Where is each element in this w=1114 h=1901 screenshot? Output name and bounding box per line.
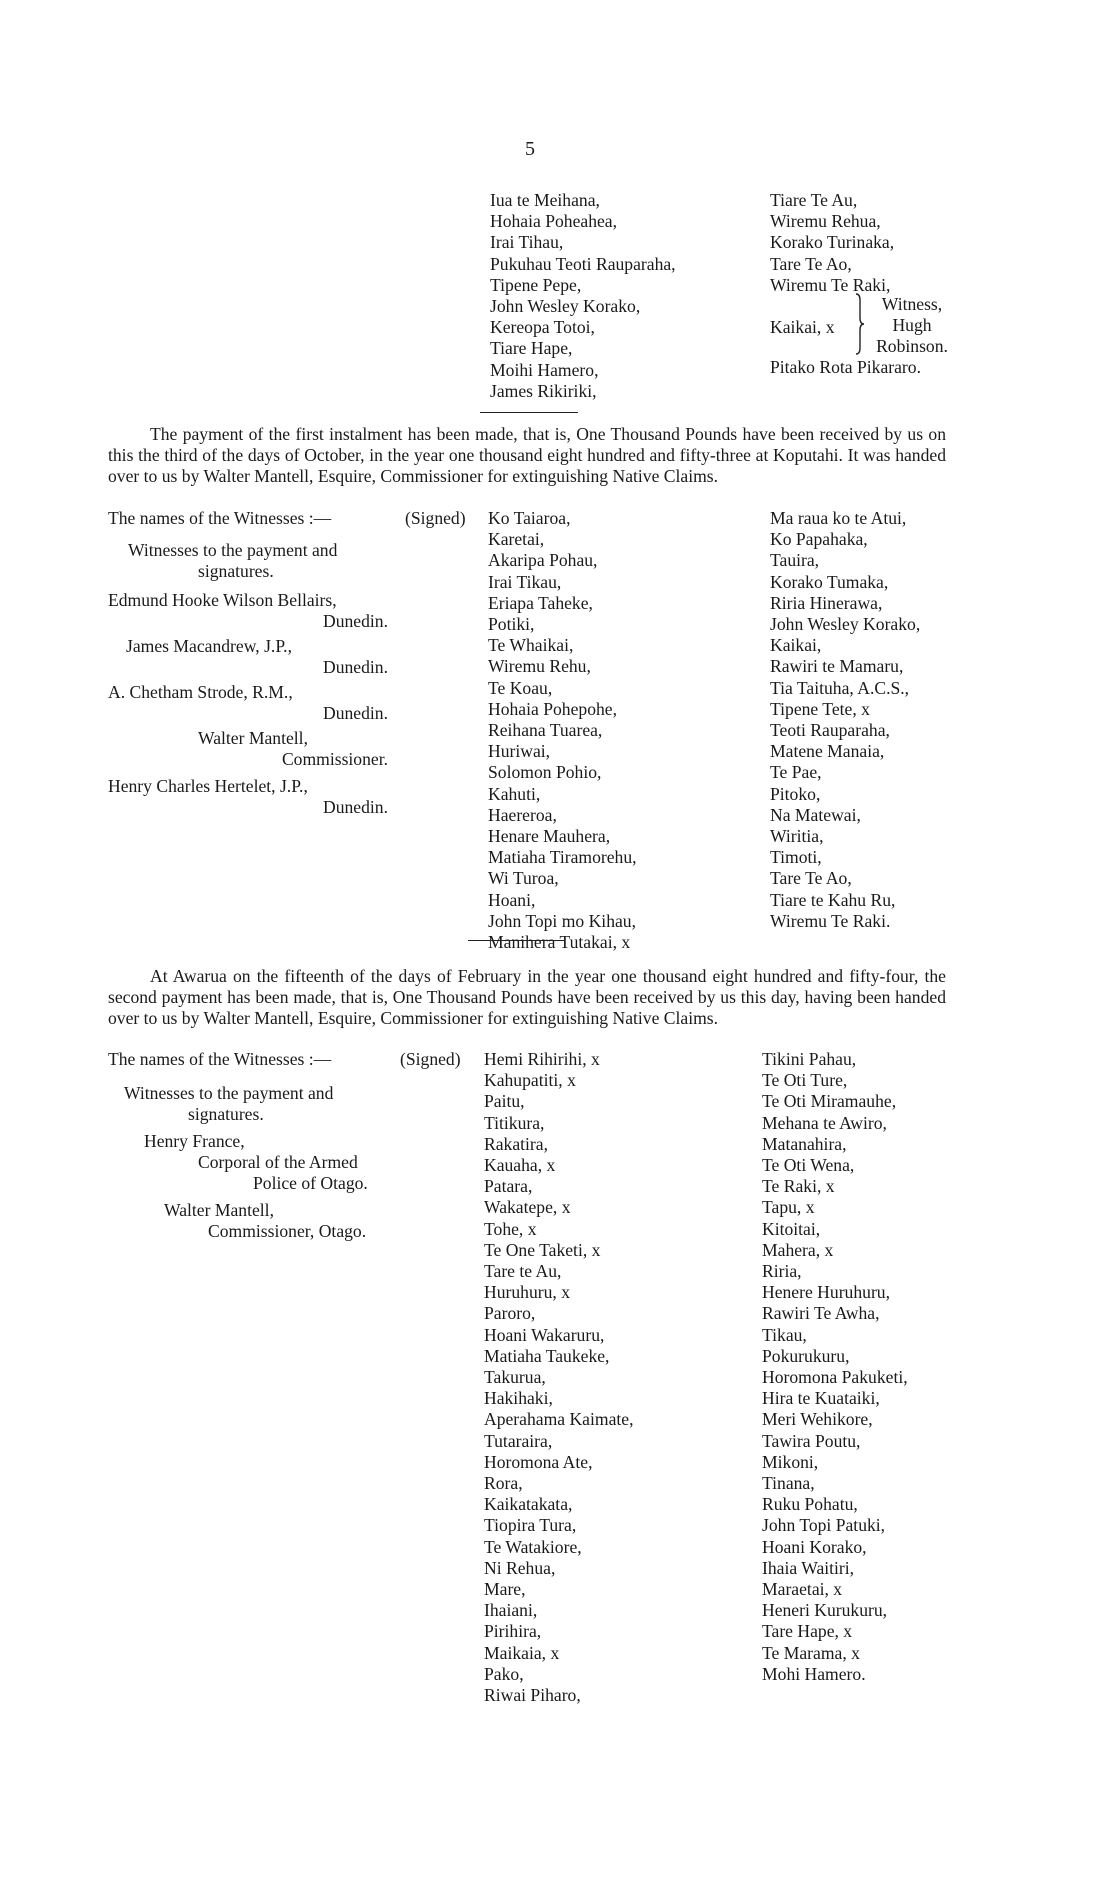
signature-name: Maraetai, x — [762, 1579, 843, 1600]
signature-name: Horomona Pakuketi, — [762, 1367, 908, 1388]
top-signatures-right — [770, 190, 894, 296]
signature-name: Te Watakiore, — [484, 1536, 582, 1557]
signature-name: Kahupatiti, x — [484, 1070, 576, 1091]
signature-name: Hakihaki, — [484, 1388, 553, 1409]
signature-name: Matiaha Tiramorehu, — [488, 847, 637, 868]
signature-name: Te One Taketi, x — [484, 1239, 601, 1260]
signature-name: John Topi Patuki, — [762, 1515, 886, 1536]
section1-paragraph — [108, 424, 946, 487]
witness-brace — [852, 292, 866, 361]
signature-name: Mohi Hamero. — [762, 1663, 866, 1684]
signature-name: Mahera, x — [762, 1239, 834, 1260]
signature-name: Kitoitai, — [762, 1218, 821, 1239]
signature-name: Riria Hinerawa, — [770, 592, 883, 613]
top-witness-lines — [872, 294, 952, 358]
signature-name: Tiare Hape, — [490, 338, 573, 359]
signature-name: Pirihira, — [484, 1621, 542, 1642]
top-last-signature: Pitako Rota Pikararo. — [770, 357, 921, 377]
signature-name: Tohe, x — [484, 1218, 537, 1239]
signature-name: Na Matewai, — [770, 804, 861, 825]
witness-place: Dunedin. — [323, 657, 388, 677]
signature-name: Reihana Tuarea, — [488, 720, 603, 741]
top-kaikai: Kaikai, x — [770, 317, 835, 337]
signature-name: Ihaiani, — [484, 1600, 538, 1621]
top-signatures-left — [490, 190, 676, 402]
signature-name: John Topi mo Kihau, — [488, 910, 636, 931]
signature-name: John Wesley Korako, — [770, 614, 921, 635]
section2-names-col1 — [484, 1049, 633, 1706]
signature-name: Matanahira, — [762, 1133, 847, 1154]
signature-name: Hoani, — [488, 889, 536, 910]
signature-name: Paitu, — [484, 1091, 525, 1112]
signature-name: Patara, — [484, 1176, 533, 1197]
signature-name: Tikau, — [762, 1324, 807, 1345]
signature-name: Iua te Meihana, — [490, 190, 600, 210]
signature-name: James Rikiriki, — [490, 380, 597, 401]
signature-name: Moihi Hamero, — [490, 359, 599, 380]
signature-name: Hohaia Poheahea, — [490, 211, 618, 232]
signature-name: Wi Turoa, — [488, 868, 559, 889]
signature-name: Tiare te Kahu Ru, — [770, 889, 896, 910]
signature-name: Mare, — [484, 1579, 526, 1600]
section1-names-label: The names of the Witnesses :— — [108, 508, 332, 528]
section1-signed-label: (Signed) — [405, 508, 466, 528]
signature-name: Meri Wehikore, — [762, 1409, 873, 1430]
signature-name: Tiopira Tura, — [484, 1515, 577, 1536]
signature-name: Te Pae, — [770, 762, 822, 783]
section2-names-label: The names of the Witnesses :— — [108, 1049, 332, 1069]
signature-name: Te Raki, x — [762, 1176, 835, 1197]
signature-name: Ni Rehua, — [484, 1557, 556, 1578]
signature-name: Takurua, — [484, 1367, 546, 1388]
section1-names-col1 — [488, 508, 637, 953]
signature-name: Tare Te Ao, — [770, 868, 852, 889]
signature-name: Kauaha, x — [484, 1155, 556, 1176]
signature-name: Tipene Tete, x — [770, 698, 870, 719]
signature-name: Tipene Pepe, — [490, 274, 582, 295]
signature-name: Wakatepe, x — [484, 1197, 571, 1218]
page-number: 5 — [525, 138, 535, 160]
signature-name: Pitoko, — [770, 783, 821, 804]
witness-heading: signatures. — [198, 561, 274, 581]
signature-name: Pako, — [484, 1663, 524, 1684]
signature-name: Huriwai, — [488, 741, 551, 762]
signature-name: Te Oti Wena, — [762, 1155, 855, 1176]
signature-name: Hoani Wakaruru, — [484, 1324, 605, 1345]
section2-paragraph-text: At Awarua on the fifteenth of the days of February in the year one thousand eight hundred and fifty-four, the second payment has been made, that is, One Thousand Pounds have been received by us this day, having been handed over to us by Walter Mantell, Esquire, Commissioner for extinguishing Native Claims. — [108, 966, 946, 1028]
signature-name: Rora, — [484, 1473, 523, 1494]
signature-name: Hohaia Pohepohe, — [488, 698, 617, 719]
signature-name: Tare Hape, x — [762, 1621, 853, 1642]
signature-name: Kaikatakata, — [484, 1494, 573, 1515]
signature-name: Riria, — [762, 1261, 802, 1282]
signature-name: Te Marama, x — [762, 1642, 860, 1663]
signature-name: Tare Te Ao, — [770, 253, 852, 274]
signature-name: Ko Taiaroa, — [488, 508, 571, 528]
signature-name: Irai Tihau, — [490, 232, 564, 253]
signature-name: Wiritia, — [770, 826, 824, 847]
signature-name: Kaikai, — [770, 635, 822, 656]
signature-name: Tauira, — [770, 550, 820, 571]
signature-name: Horomona Ate, — [484, 1451, 593, 1472]
signature-name: Henere Huruhuru, — [762, 1282, 890, 1303]
signature-name: Korako Tumaka, — [770, 571, 889, 592]
witness-place: Dunedin. — [323, 703, 388, 723]
section2-names-col2 — [762, 1049, 908, 1685]
signature-name: Henare Mauhera, — [488, 826, 611, 847]
witness-name: Edmund Hooke Wilson Bellairs, — [108, 590, 337, 610]
signature-name: Eriapa Taheke, — [488, 592, 593, 613]
signature-name: Manihera Tutakai, x — [488, 932, 631, 953]
signature-name: Te Whaikai, — [488, 635, 574, 656]
witness-name: A. Chetham Strode, R.M., — [108, 682, 293, 702]
signature-name: Mikoni, — [762, 1451, 819, 1472]
signature-name: Kahuti, — [488, 783, 541, 804]
signature-name: Kereopa Totoi, — [490, 317, 595, 338]
witness-place: Police of Otago. — [253, 1173, 368, 1193]
witness-name: Walter Mantell, — [164, 1200, 274, 1220]
witness-line: Witness, — [881, 294, 943, 314]
signature-name: Mehana te Awiro, — [762, 1112, 887, 1133]
signature-name: Riwai Piharo, — [484, 1685, 581, 1706]
signature-name: Paroro, — [484, 1303, 536, 1324]
signature-name: Tawira Poutu, — [762, 1430, 861, 1451]
signature-name: Teoti Rauparaha, — [770, 720, 890, 741]
signature-name: Pukuhau Teoti Rauparaha, — [490, 253, 676, 274]
signature-name: Solomon Pohio, — [488, 762, 602, 783]
signature-name: Maikaia, x — [484, 1642, 560, 1663]
signature-name: Akaripa Pohau, — [488, 550, 598, 571]
signature-name: Hemi Rihirihi, x — [484, 1049, 600, 1069]
section2-signed-label: (Signed) — [400, 1049, 461, 1069]
signature-name: Tinana, — [762, 1473, 815, 1494]
signature-name: Karetai, — [488, 529, 545, 550]
section1-paragraph-text: The payment of the first instalment has been made, that is, One Thousand Pounds have been received by us on this the third of the days of October, in the year one thousand eight hundred and fifty-three at Koputahi. It was handed over to us by Walter Mantell, Esquire, Commissioner for extinguishing Native Claims. — [108, 424, 946, 486]
signature-name: Rawiri Te Awha, — [762, 1303, 880, 1324]
witness-heading: signatures. — [188, 1104, 264, 1124]
signature-name: Korako Turinaka, — [770, 232, 895, 253]
signature-name: Huruhuru, x — [484, 1282, 571, 1303]
signature-name: Rakatira, — [484, 1133, 548, 1154]
signature-name: Tia Taituha, A.C.S., — [770, 677, 910, 698]
witness-heading: Witnesses to the payment and — [124, 1083, 334, 1103]
signature-name: Tapu, x — [762, 1197, 815, 1218]
signature-name: Heneri Kurukuru, — [762, 1600, 888, 1621]
signature-name: Ihaia Waitiri, — [762, 1557, 855, 1578]
signature-name: Te Oti Miramauhe, — [762, 1091, 897, 1112]
signature-name: Rawiri te Mamaru, — [770, 656, 904, 677]
signature-name: Haereroa, — [488, 804, 557, 825]
signature-name: Tare te Au, — [484, 1261, 562, 1282]
signature-name: Tikini Pahau, — [762, 1049, 857, 1069]
witness-name: Henry Charles Hertelet, J.P., — [108, 776, 308, 796]
witness-place: Dunedin. — [323, 611, 388, 631]
witness-name: Henry France, — [144, 1131, 245, 1151]
witness-place: Commissioner. — [281, 749, 388, 769]
signature-name: Pokurukuru, — [762, 1345, 850, 1366]
signature-name: Timoti, — [770, 847, 822, 868]
brace-icon — [852, 292, 866, 356]
section2-paragraph — [108, 966, 946, 1029]
witness-name: Walter Mantell, — [198, 728, 308, 748]
witness-place: Corporal of the Armed — [198, 1152, 358, 1172]
signature-name: Ko Papahaka, — [770, 529, 868, 550]
signature-name: Tiare Te Au, — [770, 190, 858, 210]
witness-name: James Macandrew, J.P., — [126, 636, 292, 656]
signature-name: Ma raua ko te Atui, — [770, 508, 907, 528]
section1-witness-block — [108, 540, 388, 822]
signature-name: Wiremu Rehu, — [488, 656, 591, 677]
section2-witness-block — [108, 1083, 398, 1242]
section1-names-col2 — [770, 508, 920, 932]
signature-name: Te Koau, — [488, 677, 553, 698]
signature-name: Wiremu Rehua, — [770, 211, 881, 232]
signature-name: John Wesley Korako, — [490, 296, 641, 317]
signature-name: Hoani Korako, — [762, 1536, 867, 1557]
signature-name: Wiremu Te Raki. — [770, 910, 891, 931]
witness-line: Hugh — [892, 315, 932, 336]
signature-name: Irai Tikau, — [488, 571, 562, 592]
witness-heading: Witnesses to the payment and — [128, 540, 338, 560]
signature-name: Ruku Pohatu, — [762, 1494, 858, 1515]
signature-name: Titikura, — [484, 1112, 545, 1133]
signature-name: Aperahama Kaimate, — [484, 1409, 634, 1430]
witness-place: Dunedin. — [323, 797, 388, 817]
signature-name: Matene Manaia, — [770, 741, 885, 762]
signature-name: Potiki, — [488, 614, 535, 635]
signature-name: Te Oti Ture, — [762, 1070, 848, 1091]
signature-name: Matiaha Taukeke, — [484, 1345, 610, 1366]
signature-name: Hira te Kuataiki, — [762, 1388, 880, 1409]
signature-name: Tutaraira, — [484, 1430, 553, 1451]
divider-rule — [468, 940, 564, 941]
witness-line: Robinson. — [876, 336, 948, 357]
witness-place: Commissioner, Otago. — [208, 1221, 367, 1241]
divider-rule — [480, 412, 578, 413]
signature-name: Wiremu Te Raki, — [770, 274, 891, 295]
